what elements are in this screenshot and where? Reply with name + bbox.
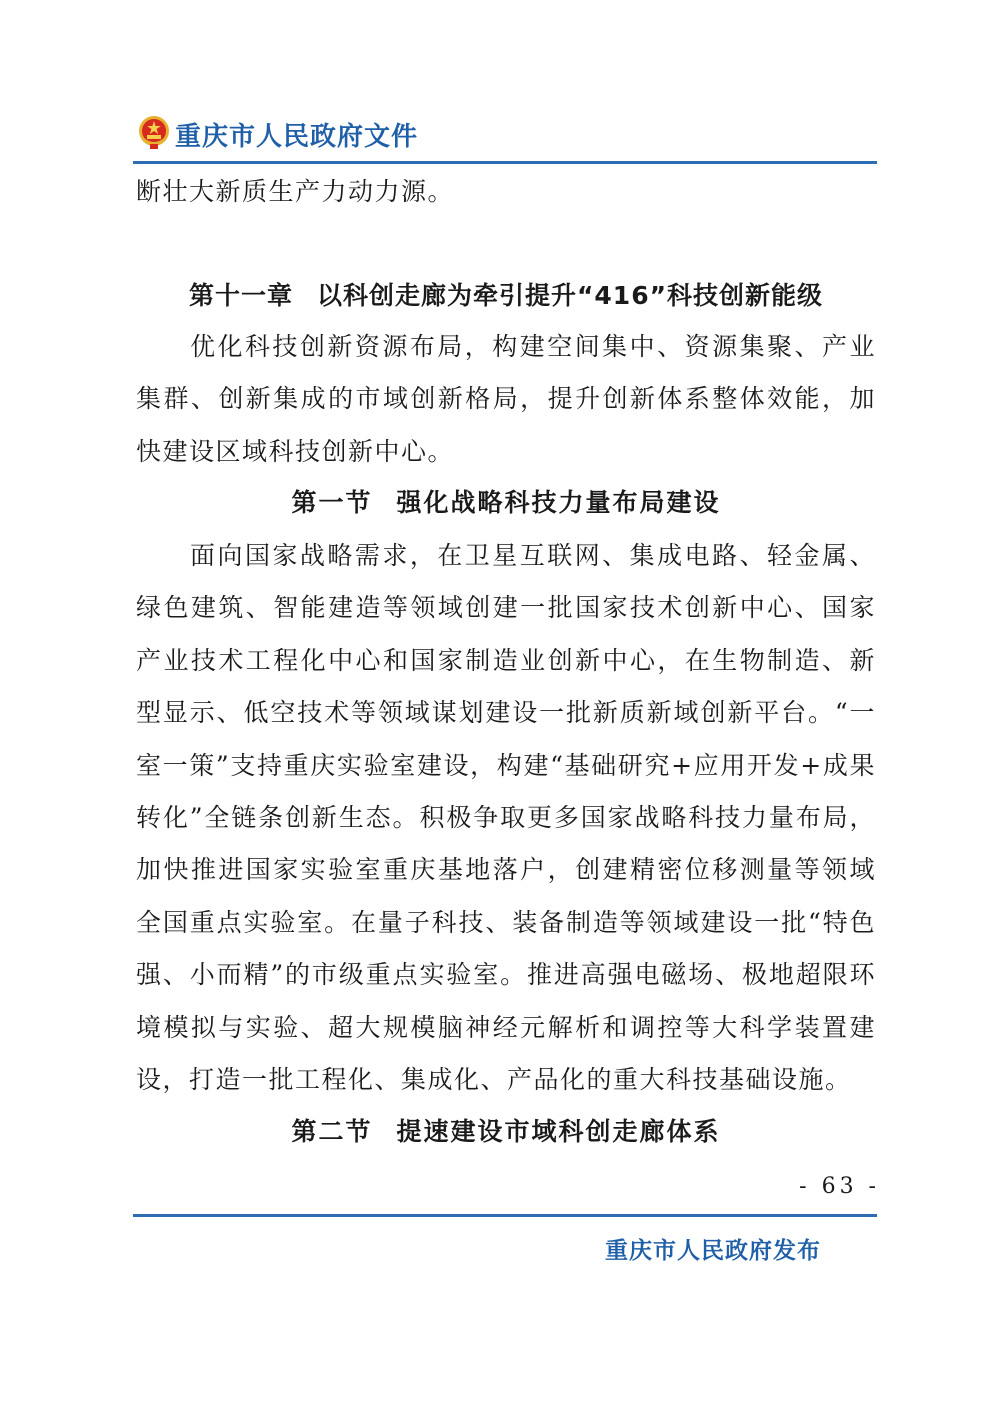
chapter-label: 第十一章 bbox=[188, 281, 293, 310]
header-title: 重庆市人民政府文件 bbox=[175, 122, 419, 152]
header-rule bbox=[133, 161, 877, 164]
section1-paragraph: 面向国家战略需求，在卫星互联网、集成电路、轻金属、绿色建筑、智能建造等领域创建一批国家技术创新中心、国家产业技术工程化中心和国家制造业创新中心，在生物制造、新型显示、低空技术等领域谋划建设一批新质新域创新平台。“一室一策”支持重庆实验室建设，构建“基础研究+应用开发+成果转化”全链条创新生态。积极争取更多国家战略科技力量布局，加快推进国家实验室重庆基地落户，创建精密位移测量等领域全国重点实验室。在量子科技、装备制造等领域建设一批“特色强、小而精”的市级重点实验室。推进高强电磁场、极地超限环境模拟与实验、超大规模脑神经元解析和调控等大科学装置建设，打造一批工程化、集成化、产品化的重大科技基础设施。 bbox=[136, 541, 876, 1095]
national-emblem-icon bbox=[137, 114, 171, 150]
page-number: - 63 - bbox=[799, 1174, 880, 1199]
chapter-intro bbox=[136, 321, 876, 478]
document-header bbox=[133, 108, 877, 160]
continuation-text: 断壮大新质生产力动力源。 bbox=[136, 177, 455, 206]
chapter-title: 以科创走廊为牵引提升“416”科技创新能级 bbox=[316, 281, 824, 310]
continuation-paragraph bbox=[136, 166, 876, 218]
intro-paragraph: 优化科技创新资源布局，构建空间集中、资源集聚、产业集群、创新集成的市域创新格局，提升创新体系整体效能，加快建设区域科技创新中心。 bbox=[136, 332, 876, 466]
section2-heading bbox=[136, 1112, 876, 1152]
section2-title: 提速建设市域科创走廊体系 bbox=[396, 1117, 721, 1146]
section1-label: 第一节 bbox=[291, 488, 373, 517]
section2-label: 第二节 bbox=[291, 1117, 373, 1146]
section1-title: 强化战略科技力量布局建设 bbox=[396, 488, 721, 517]
chapter-heading bbox=[136, 276, 876, 316]
footer-rule bbox=[133, 1214, 877, 1217]
footer-publisher: 重庆市人民政府发布 bbox=[605, 1238, 821, 1264]
section1-heading bbox=[136, 483, 876, 523]
section1-body bbox=[136, 530, 876, 1106]
